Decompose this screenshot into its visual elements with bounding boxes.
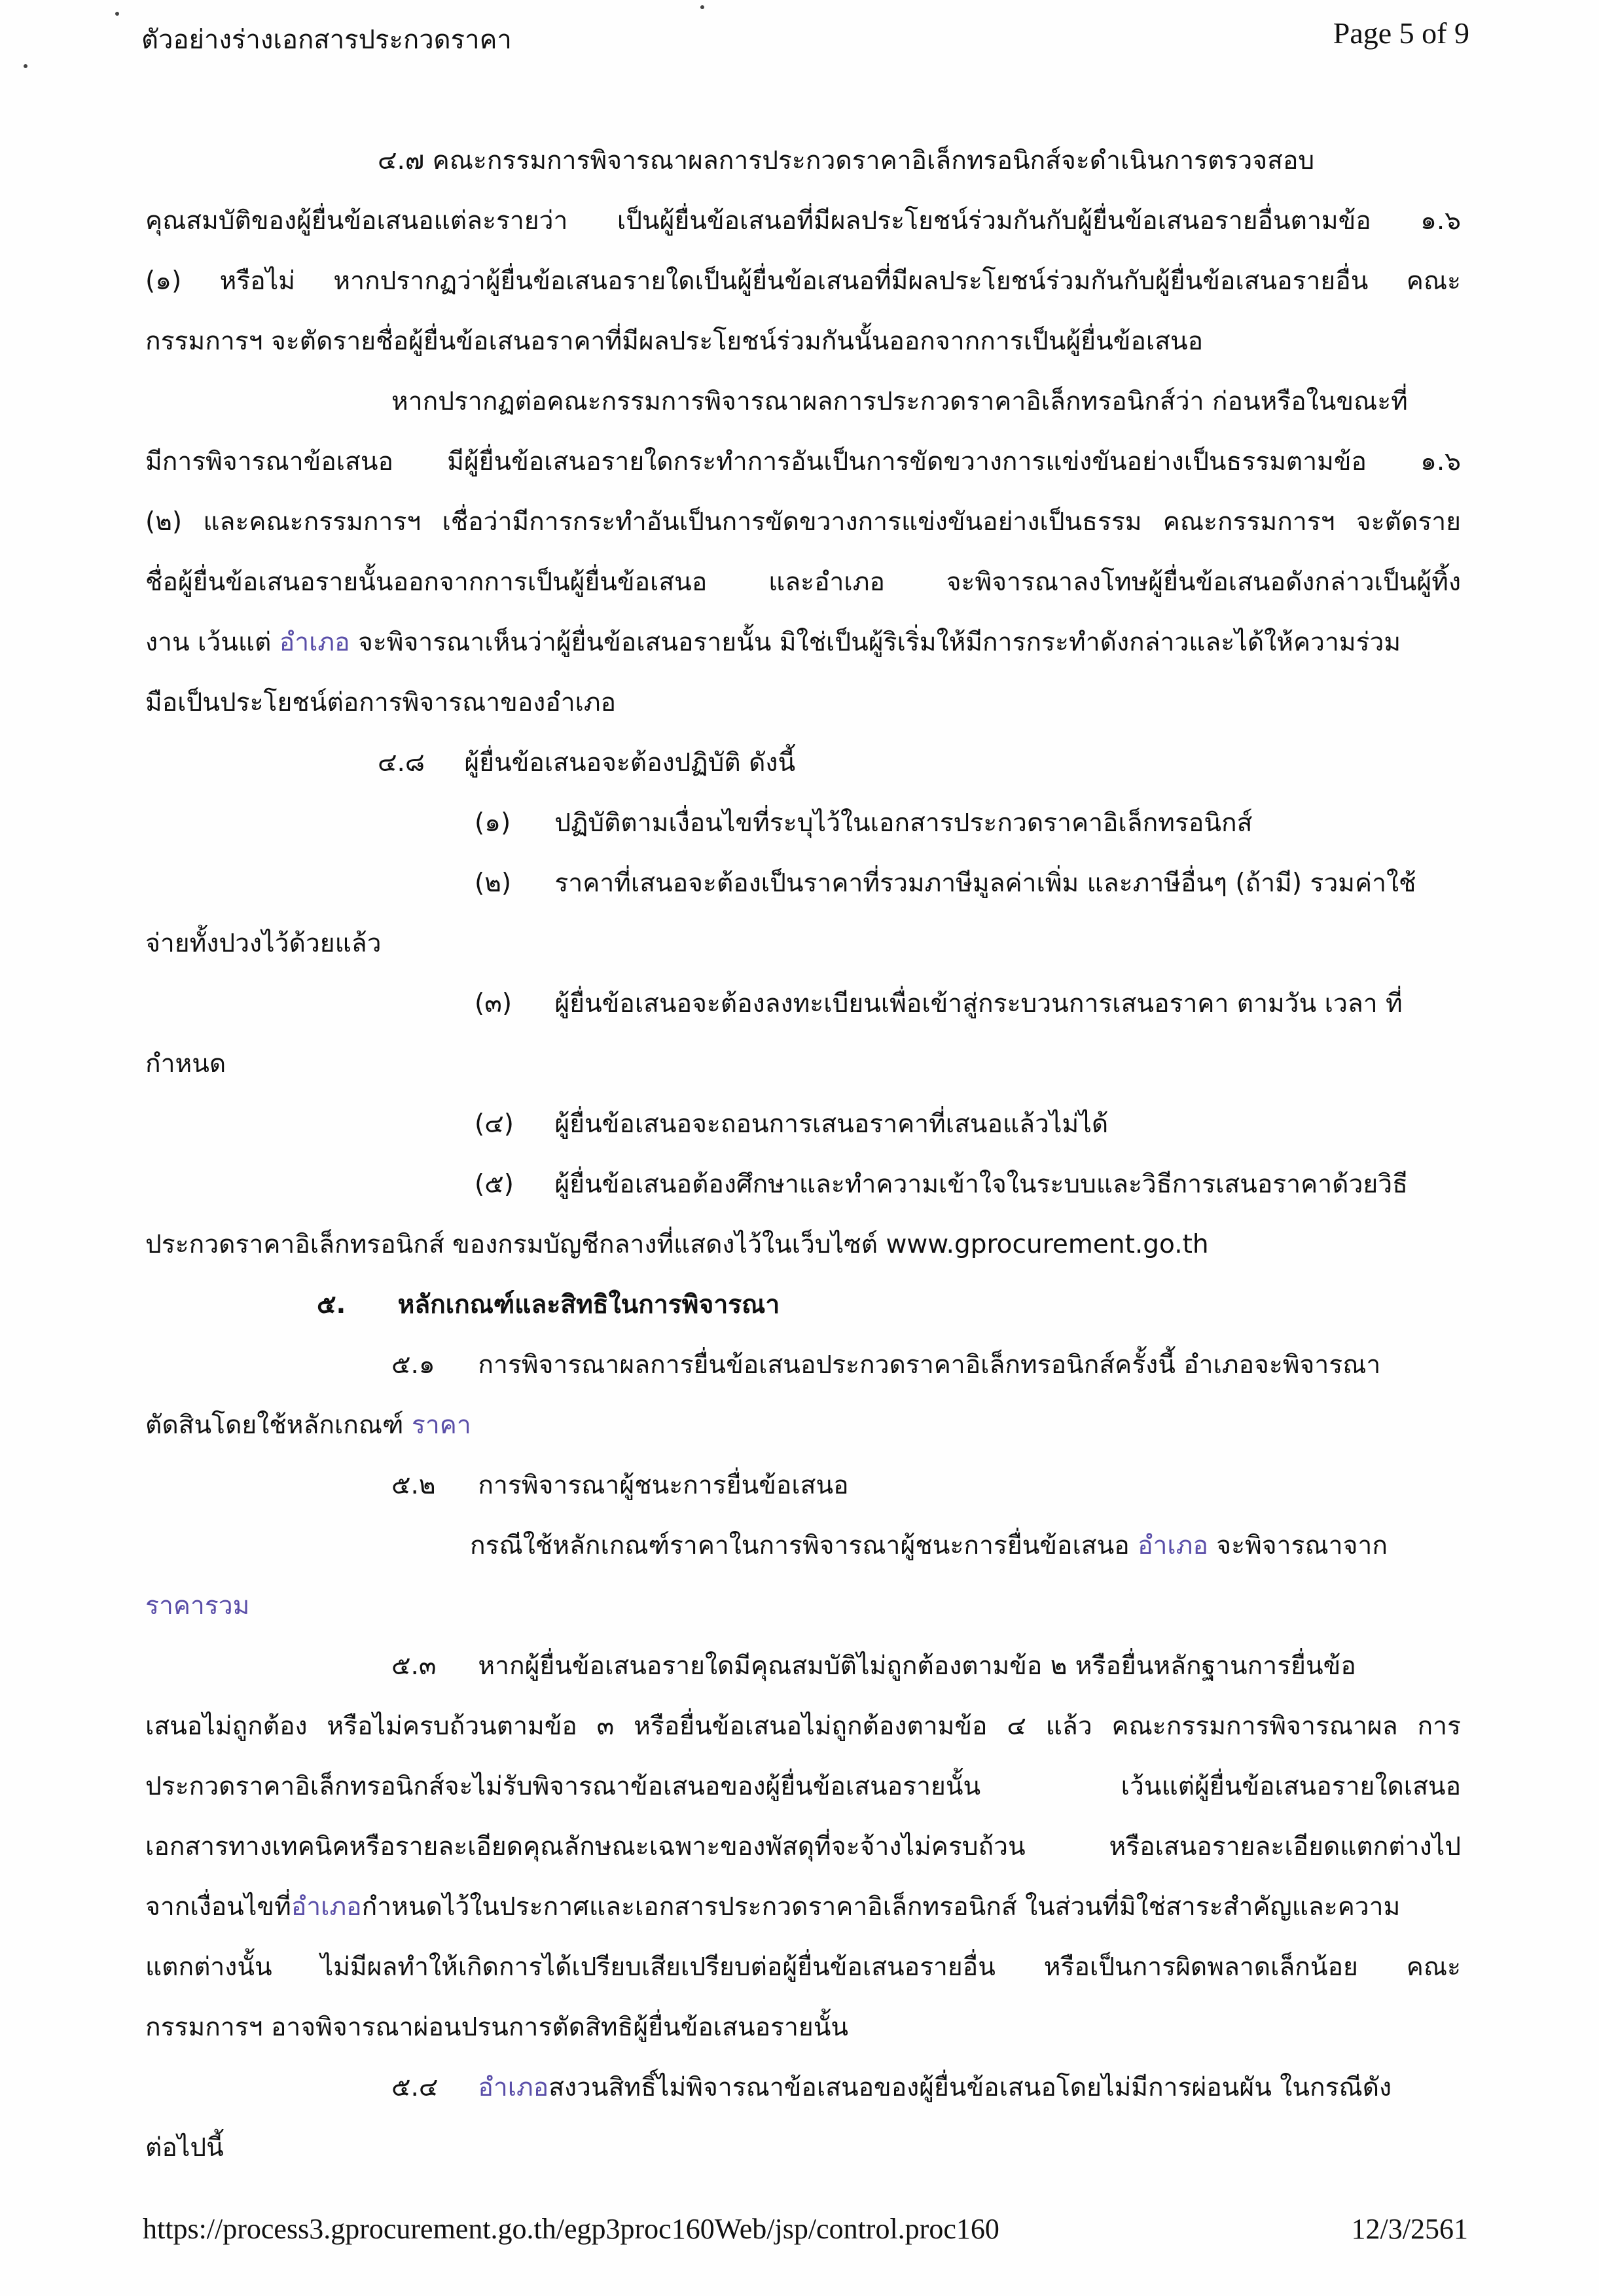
criteria-value: ราคา xyxy=(411,1410,471,1440)
agency-name: อำเภอ xyxy=(1138,1531,1208,1560)
item-text: ราคาที่เสนอจะต้องเป็นราคาที่รวมภาษีมูลค่าเพิ่ม และภาษีอื่นๆ (ถ้ามี) รวมค่าใช้ xyxy=(554,869,1416,898)
agency-name: อำเภอ xyxy=(478,2073,549,2102)
clause-text: หากผู้ยื่นข้อเสนอรายใดมีคุณสมบัติไม่ถูกต้องตามข้อ ๒ หรือยื่นหลักฐานการยื่นข้อ xyxy=(478,1651,1356,1681)
clause-number: ๕.๑ xyxy=(391,1350,435,1380)
clause-5-3-line-6: แตกต่างนั้น ไม่มีผลทำให้เกิดการได้เปรียบเสียเปรียบต่อผู้ยื่นข้อเสนอรายอื่น หรือเป็นการผิดพลาดเล็กน้อย คณะ xyxy=(145,1952,1461,1982)
clause-4-7-line-8: ชื่อผู้ยื่นข้อเสนอรายนั้นออกจากการเป็นผู้ยื่นข้อเสนอ และอำเภอ จะพิจารณาลงโทษผู้ยื่นข้อเสนอดังกล่าวเป็นผู้ทิ้ง xyxy=(145,567,1461,597)
clause-5-4-line-2: ต่อไปนี้ xyxy=(145,2133,224,2162)
clause-5-1-line-2 xyxy=(145,1395,1461,1456)
clause-5-2-line-1 xyxy=(145,1516,1461,1576)
clause-4-8-item-2-cont: จ่ายทั้งปวงไว้ด้วยแล้ว xyxy=(145,929,382,958)
clause-text: การพิจารณาผู้ชนะการยื่นข้อเสนอ xyxy=(478,1471,849,1500)
agency-name: อำเภอ xyxy=(279,628,350,657)
clause-4-8-item-3 xyxy=(145,974,1461,1034)
clause-4-7-line-6: มีการพิจารณาข้อเสนอ มีผู้ยื่นข้อเสนอรายใดกระทำการอันเป็นการขัดขวางการแข่งขันอย่างเป็นธรรมตามข้อ ๑.๖ xyxy=(145,447,1461,476)
clause-text: กำหนดไว้ในประกาศและเอกสารประกวดราคาอิเล็กทรอนิกส์ ในส่วนที่มิใช่สาระสำคัญและความ xyxy=(361,1892,1401,1922)
clause-4-7-line-7: (๒) และคณะกรรมการฯ เชื่อว่ามีการกระทำอันเป็นการขัดขวางการแข่งขันอย่างเป็นธรรม คณะกรรมการฯ จะตัดราย xyxy=(145,507,1461,537)
scan-speck xyxy=(24,64,27,68)
item-text: ผู้ยื่นข้อเสนอจะต้องลงทะเบียนเพื่อเข้าสู่กระบวนการเสนอราคา ตามวัน เวลา ที่ xyxy=(554,989,1403,1018)
clause-4-7-line-3: (๑) หรือไม่ หากปรากฏว่าผู้ยื่นข้อเสนอรายใดเป็นผู้ยื่นข้อเสนอที่มีผลประโยชน์ร่วมกันกับผู้ยื่นข้อเสนอรายอื่น คณะ xyxy=(145,266,1461,296)
footer-date: 12/3/2561 xyxy=(1351,2213,1468,2245)
clause-5-2-heading xyxy=(145,1456,1461,1516)
clause-number: ๕.๒ xyxy=(391,1471,436,1500)
item-text: ผู้ยื่นข้อเสนอจะถอนการเสนอราคาที่เสนอแล้วไม่ได้ xyxy=(554,1109,1109,1139)
text: งาน เว้นแต่ xyxy=(145,628,272,657)
clause-4-8-item-5 xyxy=(145,1155,1461,1215)
item-number: (๓) xyxy=(475,989,512,1018)
clause-4-7-line-2: คุณสมบัติของผู้ยื่นข้อเสนอแต่ละรายว่า เป็นผู้ยื่นข้อเสนอที่มีผลประโยชน์ร่วมกันกับผู้ยื่นข้อเสนอรายอื่นตามข้อ ๑.๖ xyxy=(145,206,1461,236)
footer-url: https://process3.gprocurement.go.th/egp3proc160Web/jsp/control.proc160 xyxy=(143,2213,999,2245)
clause-5-3-line-3: ประกวดราคาอิเล็กทรอนิกส์จะไม่รับพิจารณาข้อเสนอของผู้ยื่นข้อเสนอรายนั้น เว้นแต่ผู้ยื่นข้อเสนอรายใดเสนอ xyxy=(145,1772,1461,1801)
section-title: หลักเกณฑ์และสิทธิในการพิจารณา xyxy=(397,1290,780,1319)
item-number: (๕) xyxy=(475,1170,514,1199)
clause-4-7-line-10: มือเป็นประโยชน์ต่อการพิจารณาของอำเภอ xyxy=(145,688,617,717)
section-number: ๕. xyxy=(317,1290,346,1319)
clause-5-2-line-2: ราคารวม xyxy=(145,1591,250,1621)
clause-5-3-line-2: เสนอไม่ถูกต้อง หรือไม่ครบถ้วนตามข้อ ๓ หรือยื่นข้อเสนอไม่ถูกต้องตามข้อ ๔ แล้ว คณะกรรมการพิจารณาผล การ xyxy=(145,1712,1461,1741)
clause-4-7-line-9 xyxy=(145,613,1461,673)
item-number: (๒) xyxy=(475,869,512,898)
clause-5-3-line-5 xyxy=(145,1877,1461,1937)
clause-text: ตัดสินโดยใช้หลักเกณฑ์ xyxy=(145,1410,404,1440)
clause-5-3-line-1 xyxy=(145,1636,1461,1696)
clause-4-7-line-4: กรรมการฯ จะตัดรายชื่อผู้ยื่นข้อเสนอราคาที่มีผลประโยชน์ร่วมกันนั้นออกจากการเป็นผู้ยื่นข้อเสนอ xyxy=(145,327,1204,356)
clause-5-3-line-7: กรรมการฯ อาจพิจารณาผ่อนปรนการตัดสิทธิผู้ยื่นข้อเสนอรายนั้น xyxy=(145,2013,849,2042)
clause-text: สงวนสิทธิ์ไม่พิจารณาข้อเสนอของผู้ยื่นข้อเสนอโดยไม่มีการผ่อนผัน ในกรณีดัง xyxy=(548,2073,1392,2102)
section-5-heading xyxy=(145,1275,1461,1335)
clause-4-8-item-4 xyxy=(145,1094,1461,1155)
agency-name: อำเภอ xyxy=(291,1892,362,1922)
clause-number: ๔.๘ xyxy=(378,748,425,778)
clause-number: ๕.๓ xyxy=(391,1651,437,1681)
document-header-title: ตัวอย่างร่างเอกสารประกวดราคา xyxy=(141,25,512,55)
clause-5-3-line-4: เอกสารทางเทคนิคหรือรายละเอียดคุณลักษณะเฉพาะของพัสดุที่จะจ้างไม่ครบถ้วน หรือเสนอรายละเอียดแตกต่างไป xyxy=(145,1832,1461,1861)
text: จะพิจารณาเห็นว่าผู้ยื่นข้อเสนอรายนั้น มิใช่เป็นผู้ริเริ่มให้มีการกระทำดังกล่าวและได้ให้ความร่วม xyxy=(357,628,1401,657)
clause-text: ผู้ยื่นข้อเสนอจะต้องปฏิบัติ ดังนี้ xyxy=(464,748,796,778)
clause-4-8-item-2 xyxy=(145,853,1461,914)
clause-4-7-line-1: ๔.๗ คณะกรรมการพิจารณาผลการประกวดราคาอิเล็กทรอนิกส์จะดำเนินการตรวจสอบ xyxy=(378,146,1315,175)
clause-text: กรณีใช้หลักเกณฑ์ราคาในการพิจารณาผู้ชนะการยื่นข้อเสนอ xyxy=(470,1531,1130,1560)
clause-text: จากเงื่อนไขที่ xyxy=(145,1892,291,1922)
item-number: (๑) xyxy=(475,808,511,838)
clause-text: การพิจารณาผลการยื่นข้อเสนอประกวดราคาอิเล็กทรอนิกส์ครั้งนี้ อำเภอจะพิจารณา xyxy=(478,1350,1381,1380)
clause-5-1-line-1 xyxy=(145,1335,1461,1395)
item-number: (๔) xyxy=(475,1109,514,1139)
clause-5-4-line-1 xyxy=(145,2058,1461,2118)
clause-4-7-line-5: หากปรากฏต่อคณะกรรมการพิจารณาผลการประกวดราคาอิเล็กทรอนิกส์ว่า ก่อนหรือในขณะที่ xyxy=(391,387,1408,416)
scan-speck xyxy=(700,5,704,9)
clause-4-8-item-1 xyxy=(145,793,1461,853)
item-text: ผู้ยื่นข้อเสนอต้องศึกษาและทำความเข้าใจในระบบและวิธีการเสนอราคาด้วยวิธี xyxy=(554,1170,1408,1199)
page-number: Page 5 of 9 xyxy=(1333,16,1469,50)
document-body xyxy=(145,131,1461,2178)
scan-speck xyxy=(115,12,119,16)
clause-text: จะพิจารณาจาก xyxy=(1216,1531,1388,1560)
clause-4-8-item-3-cont: กำหนด xyxy=(145,1049,226,1079)
item-text: ปฏิบัติตามเงื่อนไขที่ระบุไว้ในเอกสารประกวดราคาอิเล็กทรอนิกส์ xyxy=(554,808,1253,838)
clause-4-8-item-5-cont: ประกวดราคาอิเล็กทรอนิกส์ ของกรมบัญชีกลางที่แสดงไว้ในเว็บไซต์ www.gprocurement.go.th xyxy=(145,1230,1209,1259)
clause-number: ๕.๔ xyxy=(391,2073,439,2102)
clause-4-8-heading xyxy=(145,733,1461,793)
